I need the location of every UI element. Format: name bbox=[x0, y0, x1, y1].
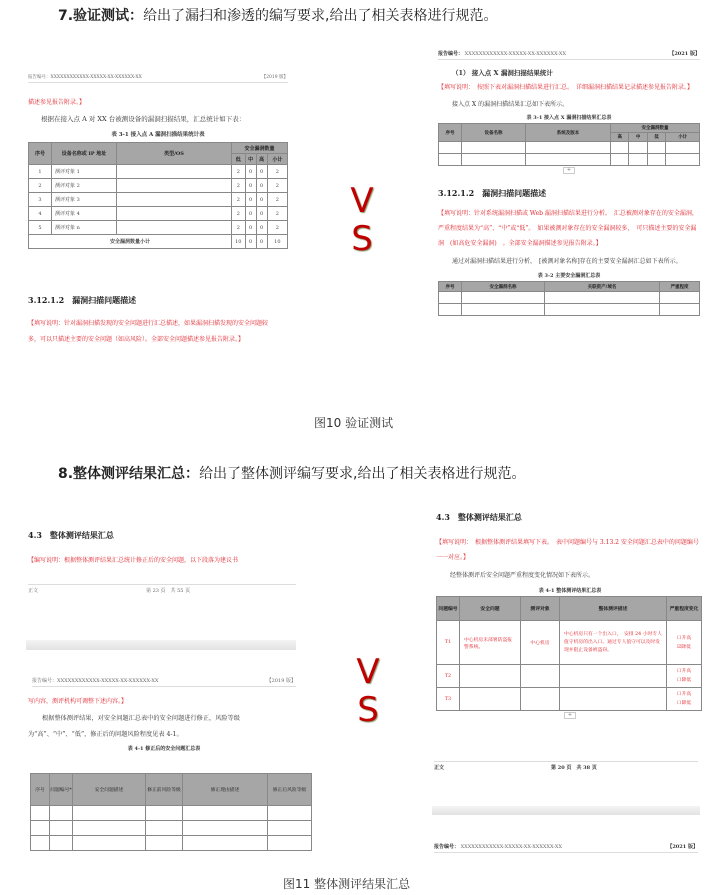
cell-target: 中心机房 bbox=[521, 621, 560, 665]
scan-stats-table bbox=[28, 142, 288, 249]
cell-change bbox=[667, 665, 702, 688]
footer-left: 正文 bbox=[28, 588, 39, 594]
cell-id: T3 bbox=[437, 688, 460, 711]
s8-right-doc bbox=[436, 512, 704, 719]
footer-page: 第 20 页 共 38 页 bbox=[551, 765, 597, 771]
overall-result-table bbox=[436, 596, 702, 711]
cell-id: T1 bbox=[437, 621, 460, 665]
s8-left-doc bbox=[28, 530, 296, 594]
cell: 4 bbox=[29, 207, 52, 221]
table-title: 表 3-1 接入点 X 漏洞扫描结果汇总表 bbox=[526, 115, 612, 121]
header-code: XXXXXXXXXXXX-XXXXX-XX-XXXXXX-XX bbox=[460, 844, 563, 850]
s7-left-doc bbox=[28, 74, 288, 348]
add-row-button[interactable]: + bbox=[564, 712, 576, 719]
cell: 2 bbox=[29, 179, 52, 193]
vs-label-1 bbox=[342, 182, 382, 258]
table-title: 表 3-2 主要安全漏洞汇总表 bbox=[537, 273, 601, 279]
th-severity: 严重程度 bbox=[660, 282, 700, 292]
doc-header bbox=[438, 50, 700, 60]
fill-note: 【编写说明：根据整体测评结果汇总统计修正后的安全问题，以下段落为建议书 bbox=[28, 557, 239, 564]
cell: 测评对象 1 bbox=[52, 165, 117, 179]
cell: 2 bbox=[232, 207, 246, 221]
header-label: 报告编号： bbox=[28, 75, 51, 80]
checkbox-lower[interactable]: 口降低 bbox=[676, 678, 692, 683]
revised-issues-table bbox=[30, 773, 312, 851]
th-pre-risk: 修正前风险等级 bbox=[146, 774, 183, 806]
th-low: 低 bbox=[232, 154, 246, 165]
th-device-name: 设备名称 bbox=[462, 124, 526, 142]
table-row bbox=[29, 221, 288, 235]
cell: 0 bbox=[256, 165, 267, 179]
cell: 测评对象 n bbox=[52, 221, 117, 235]
cell: 0 bbox=[256, 207, 267, 221]
header-version: 【2019 版】 bbox=[261, 75, 288, 80]
cell: 2 bbox=[267, 221, 287, 235]
th-change: 严重程度变化 bbox=[667, 597, 702, 621]
header-version: 【2019 版】 bbox=[266, 678, 296, 684]
footer-page: 第 23 页 共 55 页 bbox=[146, 588, 191, 594]
note-tail: 写内容，测评机构可调整下述内容。】 bbox=[28, 698, 128, 705]
checkbox-raise[interactable]: 口升高 bbox=[676, 669, 692, 674]
checkbox-lower[interactable]: 口降低 bbox=[676, 701, 692, 706]
cell: 0 bbox=[245, 221, 256, 235]
table-row bbox=[29, 165, 288, 179]
fill-note: 【填写说明： 按照下表对漏洞扫描结果进行汇总。 详细漏洞扫描结果记录描述参见报告附录。】 bbox=[438, 84, 694, 91]
page-footer bbox=[434, 761, 698, 771]
table-row bbox=[31, 821, 312, 836]
page-footer bbox=[28, 584, 296, 594]
cell: 测评对象 3 bbox=[52, 193, 117, 207]
section8-title bbox=[58, 463, 526, 483]
table-title: 表 3-1 接入点 A 漏洞扫描结果统计表 bbox=[111, 132, 205, 138]
cell: 0 bbox=[245, 193, 256, 207]
table-row bbox=[437, 621, 702, 665]
th-high: 高 bbox=[256, 154, 267, 165]
cell: 2 bbox=[232, 179, 246, 193]
cell bbox=[117, 221, 232, 235]
cell bbox=[117, 179, 232, 193]
checkbox-lower[interactable]: ☑降低 bbox=[677, 644, 691, 650]
cell bbox=[117, 193, 232, 207]
cell: 2 bbox=[267, 193, 287, 207]
header-version: 【2021 版】 bbox=[669, 51, 700, 57]
section8-number-title: 8.整体测评结果汇总： bbox=[58, 466, 200, 482]
th-seq: 序号 bbox=[439, 282, 462, 292]
section-heading: 3.12.1.2 漏洞扫描问题描述 bbox=[28, 295, 137, 305]
th-target: 测评对象 bbox=[521, 597, 560, 621]
cell bbox=[117, 207, 232, 221]
vs-s: S bbox=[357, 690, 379, 730]
cell-change bbox=[667, 688, 702, 711]
header-label: 报告编号： bbox=[438, 51, 464, 57]
cell: 0 bbox=[245, 235, 256, 249]
checkbox-raise[interactable]: 口升高 bbox=[676, 635, 692, 641]
cell-issue bbox=[460, 665, 521, 688]
th-seq: 序号 bbox=[29, 143, 52, 165]
cell: 1 bbox=[29, 165, 52, 179]
vs-v: V bbox=[350, 181, 374, 221]
cell: 0 bbox=[245, 207, 256, 221]
s8-left-doc-2 bbox=[28, 677, 296, 752]
scan-summary-table bbox=[438, 123, 700, 166]
th-vuln-count: 安全漏洞数量 bbox=[611, 124, 700, 133]
cell: 0 bbox=[245, 179, 256, 193]
cell: 3 bbox=[29, 193, 52, 207]
paragraph: 根据在接入点 A 对 XX 台被测设备的漏洞扫描结果，汇总统计如下表： bbox=[41, 115, 246, 123]
table-row bbox=[439, 154, 700, 166]
cell-issue bbox=[460, 688, 521, 711]
doc-header bbox=[32, 677, 296, 687]
sub-heading: （1） 接入点 X 漏洞扫描结果统计 bbox=[452, 69, 553, 77]
cell-desc bbox=[560, 688, 667, 711]
cell: 测评对象 2 bbox=[52, 179, 117, 193]
s7-right-doc bbox=[438, 50, 700, 316]
cell-desc bbox=[560, 665, 667, 688]
section-heading: 4.3 整体测评结果汇总 bbox=[28, 530, 114, 540]
cell: 0 bbox=[256, 193, 267, 207]
section7-number-title: 7.验证测试： bbox=[58, 8, 144, 24]
cell: 测评对象 4 bbox=[52, 207, 117, 221]
doc-header bbox=[434, 843, 698, 853]
th-device: 设备名称或 IP 地址 bbox=[52, 143, 117, 165]
table-row bbox=[29, 179, 288, 193]
section7-desc: 给出了漏扫和渗透的编写要求,给出了相关表格进行规范。 bbox=[143, 8, 498, 24]
table-row bbox=[439, 142, 700, 154]
th-issue-no: 问题编号* bbox=[50, 774, 73, 806]
table-row bbox=[29, 207, 288, 221]
cell: 2 bbox=[232, 193, 246, 207]
cell: 2 bbox=[232, 165, 246, 179]
cell: 2 bbox=[267, 207, 287, 221]
fill-note: 【填写说明：针对系统漏洞扫描或 Web 漏洞扫描结果进行分析。 汇总被测对象存在的安全漏洞，严重程度结果为“高”、“中”或“低”。 如果被测对象存在的安全漏洞较多， 可只描述主要的安全漏洞 (如高危安全漏洞) 。全部安全漏洞描述参见报告附录。】 bbox=[438, 210, 698, 247]
table-row bbox=[29, 193, 288, 207]
cell: 安全漏洞数量小计 bbox=[29, 235, 232, 249]
table-title: 表 4-1 整体测评结果汇总表 bbox=[538, 588, 602, 594]
cell: 5 bbox=[29, 221, 52, 235]
th-asset: 关联资产/域名 bbox=[545, 282, 660, 292]
cell-desc: 中心机房只有一个出入口， 安排 24 小时专人值守机房的出入口。通过专人值守可以及时发现并阻止设备被盗窃。 bbox=[560, 621, 667, 665]
add-row-button[interactable]: + bbox=[563, 167, 575, 174]
cell: 0 bbox=[256, 221, 267, 235]
doc-header bbox=[28, 74, 288, 83]
th-type: 类型/OS bbox=[117, 143, 232, 165]
header-code: XXXXXXXXXXXX-XXXXX-XX-XXXXXX-XX bbox=[50, 75, 142, 80]
th-mid: 中 bbox=[629, 133, 647, 142]
th-subtotal: 小计 bbox=[267, 154, 287, 165]
footer-left: 正文 bbox=[434, 765, 445, 771]
vs-label-2 bbox=[348, 653, 388, 729]
checkbox-raise[interactable]: 口升高 bbox=[676, 692, 692, 697]
table-row bbox=[31, 806, 312, 821]
table-row bbox=[31, 836, 312, 851]
th-seq: 序号 bbox=[31, 774, 50, 806]
paragraph: 根据整体测评结果，对安全问题汇总表中的安全问题进行修正，风险等级为“高”、“中”、“低”，修正后的问题风险程度见表 4-1。 bbox=[28, 715, 240, 738]
th-post-risk: 修正后风险等级 bbox=[268, 774, 312, 806]
th-low: 低 bbox=[647, 133, 665, 142]
th-issue-no: 问题编号 bbox=[437, 597, 460, 621]
cell: 2 bbox=[267, 165, 287, 179]
section8-desc: 给出了整体测评编写要求,给出了相关表格进行规范。 bbox=[199, 466, 526, 482]
paragraph: 经整体测评后安全问题严重程度变化情况如下表所示。 bbox=[450, 572, 595, 579]
th-system: 系统及版本 bbox=[526, 124, 611, 142]
fill-note: 【填写说明：针对漏洞扫描发现的安全问题进行汇总描述，如果漏洞扫描发现的安全问题较多，可以只描述主要的安全问题（如高风险）。全部安全问题描述参见报告附录。】 bbox=[28, 320, 269, 343]
cell: 0 bbox=[256, 235, 267, 249]
page-gap bbox=[26, 640, 296, 650]
th-seq: 序号 bbox=[439, 124, 462, 142]
header-label: 报告编号： bbox=[434, 844, 460, 850]
figure-caption-10: 图10 验证测试 bbox=[314, 416, 394, 430]
cell: 2 bbox=[267, 179, 287, 193]
section-heading: 4.3 整体测评结果汇总 bbox=[436, 512, 522, 522]
figure-caption-11: 图11 整体测评结果汇总 bbox=[283, 877, 411, 891]
main-vuln-table bbox=[438, 281, 700, 316]
total-row bbox=[29, 235, 288, 249]
table-row bbox=[437, 665, 702, 688]
th-reason: 修正理由描述 bbox=[183, 774, 268, 806]
th-subtotal: 小计 bbox=[666, 133, 700, 142]
th-vuln-name: 安全漏洞名称 bbox=[462, 282, 545, 292]
cell-target bbox=[521, 688, 560, 711]
cell-issue: 中心机房未部署防盗报警系统。 bbox=[460, 621, 521, 665]
cell-id: T2 bbox=[437, 665, 460, 688]
header-version: 【2021 版】 bbox=[667, 844, 698, 850]
th-desc: 整体测评描述 bbox=[560, 597, 667, 621]
cell bbox=[117, 165, 232, 179]
cell-change bbox=[667, 621, 702, 665]
cell: 0 bbox=[245, 165, 256, 179]
header-code: XXXXXXXXXXXX-XXXXX-XX-XXXXXX-XX bbox=[464, 51, 567, 57]
header-label: 报告编号： bbox=[32, 678, 58, 684]
cell-target bbox=[521, 665, 560, 688]
table-title: 表 4-1 修正后的安全问题汇总表 bbox=[127, 746, 201, 752]
cell: 10 bbox=[232, 235, 246, 249]
th-vuln-count: 安全漏洞数量 bbox=[232, 143, 288, 154]
section-heading: 3.12.1.2 漏洞扫描问题描述 bbox=[438, 188, 547, 198]
fill-note: 【填写说明： 根据整体测评结果填写下表。 表中问题编号与 3.13.2 安全问题汇总表中的问题编号一一对应。】 bbox=[436, 539, 699, 561]
cell: 10 bbox=[267, 235, 287, 249]
page-gap bbox=[432, 806, 700, 815]
table-row bbox=[439, 292, 700, 304]
paragraph: 接入点 X 的漏洞扫描结果汇总如下表所示。 bbox=[452, 101, 569, 108]
section7-title bbox=[58, 5, 498, 25]
th-mid: 中 bbox=[245, 154, 256, 165]
th-high: 高 bbox=[611, 133, 629, 142]
header-code: XXXXXXXXXXXX-XXXXX-XX-XXXXXX-XX bbox=[57, 678, 159, 684]
th-issue-desc: 安全问题描述 bbox=[73, 774, 146, 806]
table-row bbox=[439, 304, 700, 316]
note-tail: 描述参见报告附录。】 bbox=[28, 99, 86, 106]
paragraph: 通过对漏洞扫描结果进行分析， [被测对象名称]存在的主要安全漏洞汇总如下表所示。 bbox=[452, 258, 682, 265]
cell: 0 bbox=[256, 179, 267, 193]
cell: 2 bbox=[232, 221, 246, 235]
table-row bbox=[437, 688, 702, 711]
th-issue: 安全问题 bbox=[460, 597, 521, 621]
vs-s: S bbox=[351, 219, 373, 259]
vs-v: V bbox=[356, 652, 380, 692]
